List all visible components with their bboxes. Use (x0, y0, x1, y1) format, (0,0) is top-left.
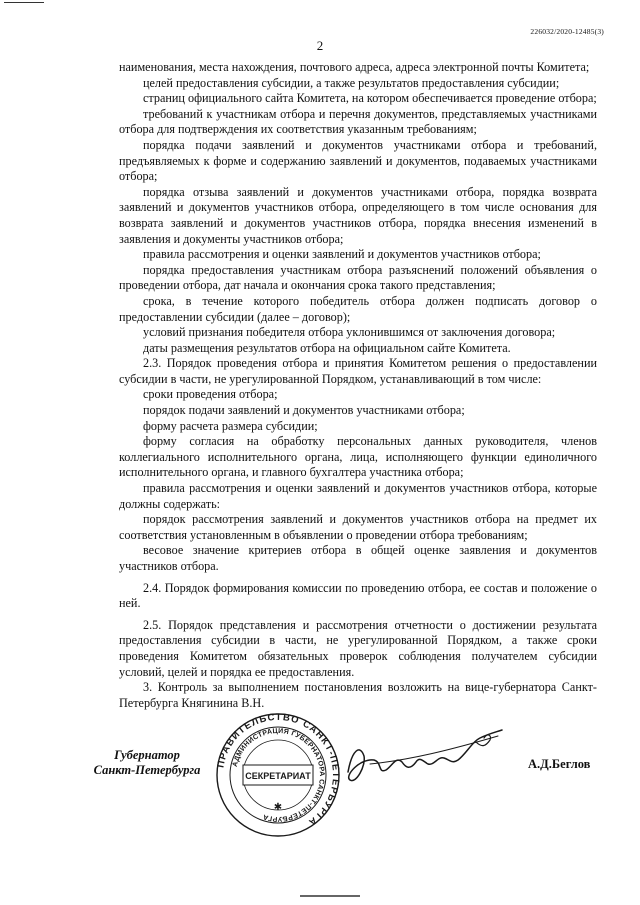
seal-inner-text: АДМИНИСТРАЦИЯ ГУБЕРНАТОРА САНКТ-ПЕТЕРБУРГА (231, 727, 326, 823)
paragraph: правила рассмотрения и оценки заявлений и документов участников отбора; (143, 247, 541, 262)
paragraph: порядок подачи заявлений и документов участниками отбора; (143, 403, 465, 418)
paragraph: условий признания победителя отбора уклонившимся от заключения договора; (143, 325, 556, 340)
position-line-1: Губернатор (114, 748, 180, 762)
paragraph: 2.3. Порядок проведения отбора и принятия Комитетом решения о предоставлении субсидии в части, не урегулированной Порядком, устанавливающий в том числе: (119, 356, 597, 386)
paragraph: целей предоставления субсидии, а также результатов предоставления субсидии; (143, 75, 560, 90)
paragraph: порядка предоставления участникам отбора разъяснений положений объявления о проведении отбора, дат начала и окончания срока такого представления; (119, 262, 597, 293)
signatory-position (92, 748, 202, 778)
official-seal (215, 712, 341, 838)
bottom-edge-mark (300, 894, 360, 898)
paragraph: весовое значение критериев отбора в общей оценке заявления и документов участников отбора. (119, 543, 597, 573)
paragraph: требований к участникам отбора и перечня документов, представляемых участниками отбора для подтверждения их соответствия указанным требованиям; (119, 106, 597, 137)
paragraph: порядок рассмотрения заявлений и документов участников отбора на предмет их соответствия установленным в объявлении о проведении отбора требованиям; (119, 512, 597, 542)
signer-name: А.Д.Беглов (528, 757, 591, 771)
paragraph: форму расчета размера субсидии; (143, 418, 318, 433)
paragraph: 3. Контроль за выполнением постановления возложить на вице-губернатора Санкт-Петербурга Княгинина В.Н. (119, 680, 597, 710)
handwritten-signature (330, 720, 510, 800)
paragraph: срока, в течение которого победитель отбора должен подписать договор о предоставлении субсидии (далее – договор); (119, 293, 597, 324)
paragraph: порядка подачи заявлений и документов участниками отбора и требований, предъявляемых к форме и содержанию заявлений и документов, подаваемых участниками отбора; (119, 137, 597, 184)
seal-center-text: СЕКРЕТАРИАТ (245, 771, 311, 781)
paragraph: форму согласия на обработку персональных данных руководителя, членов коллегиального исполнительного органа, лица, исполняющего функции единоличного исполнительного органа, и главного бухгалтера участника отбора; (119, 434, 597, 480)
document-body (119, 60, 597, 711)
paragraph: правила рассмотрения и оценки заявлений и документов участников отбора, которые должны содержать: (119, 481, 597, 511)
paragraph: порядка отзыва заявлений и документов участниками отбора, порядка возврата заявлений и документов участников отбора, определяющего в том числе основания для возврата заявлений и документов участников отбора, порядка внесения изменений в заявления и документы участников отбора; (119, 184, 597, 246)
paragraph: наименования, места нахождения, почтового адреса, адреса электронной почты Комитета; (119, 60, 590, 74)
paragraph: даты размещения результатов отбора на официальном сайте Комитета. (143, 340, 511, 355)
paragraph: сроки проведения отбора; (143, 387, 278, 402)
position-line-2: Санкт-Петербурга (93, 763, 201, 777)
seal-outer-text: ПРАВИТЕЛЬСТВО САНКТ-ПЕТЕРБУРГА (215, 712, 341, 829)
top-edge-rule (4, 2, 44, 3)
seal-star-icon: ✱ (273, 802, 283, 813)
paragraph: страниц официального сайта Комитета, на котором обеспечивается проведение отбора; (143, 91, 597, 106)
document-number: 226032/2020-12485(3) (530, 27, 604, 36)
paragraph: 2.5. Порядок представления и рассмотрения отчетности о достижении результата предоставления субсидии в части, не урегулированной Порядком, а также сроки проведения Комитетом обязательных проверок соблюдения получателем субсидии условий, целей и порядка ее предоставления. (119, 617, 597, 679)
page-number: 2 (316, 38, 324, 53)
paragraph: 2.4. Порядок формирования комиссии по проведению отбора, ее состав и положение о ней. (119, 580, 597, 611)
